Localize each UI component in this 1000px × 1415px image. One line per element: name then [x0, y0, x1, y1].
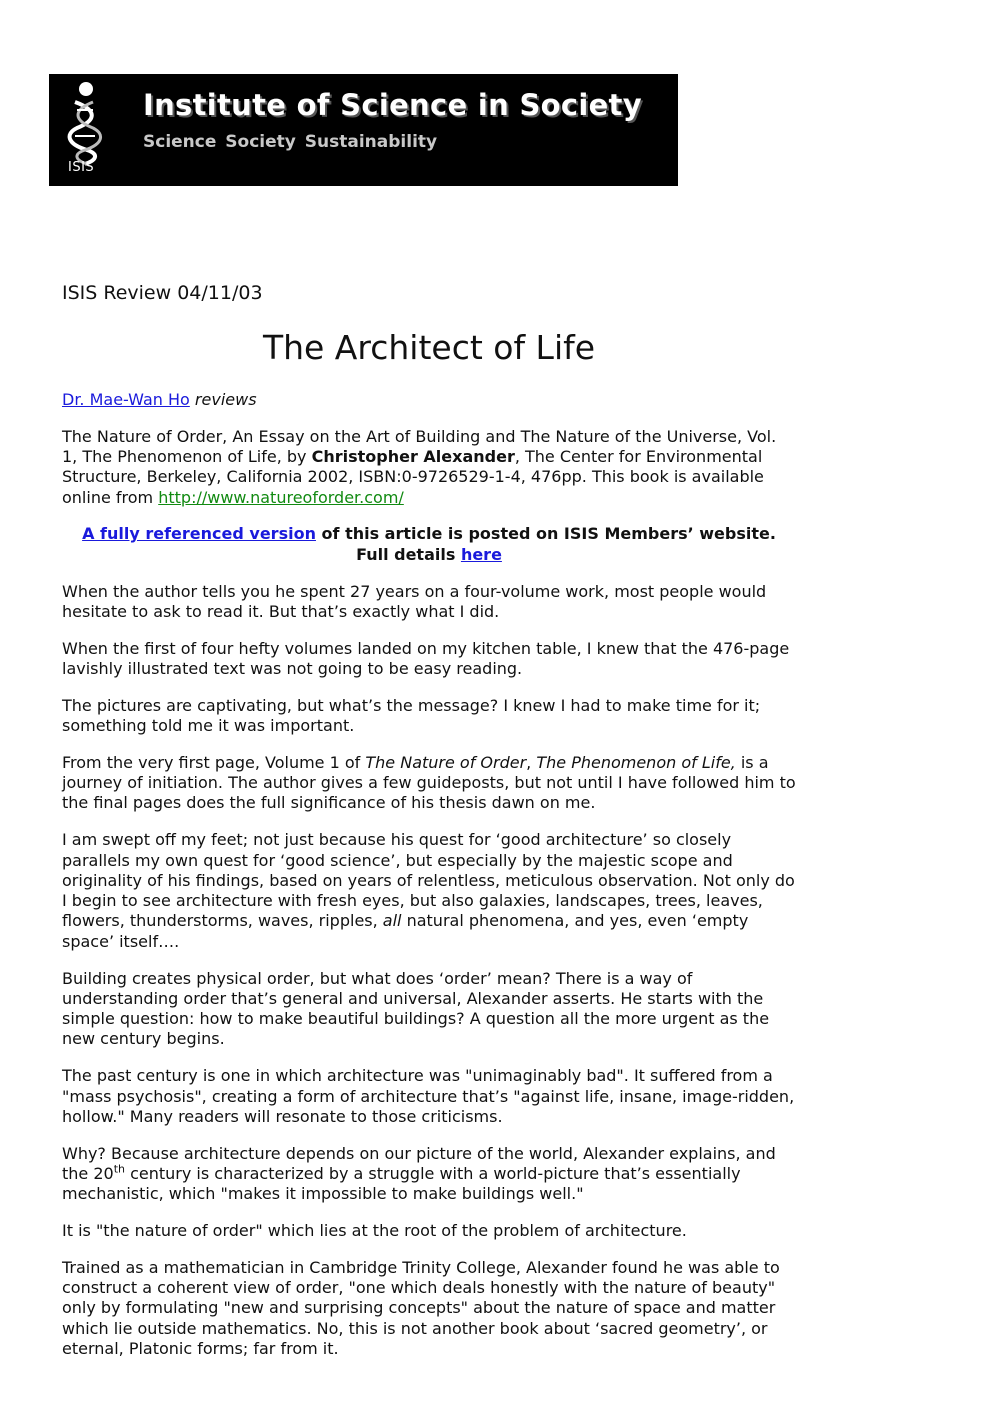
- p5-text-b: natural phenomena, and yes, even ‘empty space’ itself….: [62, 911, 749, 951]
- p5-emphasis: all: [382, 911, 402, 931]
- paragraph-7: The past century is one in which architecture was "unimaginably bad". It suffered from a "mass psychosis", creating a form of architecture that’s "against life, insane, image-ridden, hollow." Many readers will resonate to those criticisms.: [62, 1066, 795, 1126]
- p4-text-c: is a journey of initiation. The author gives a few guideposts, but not until I have followed him to the final pages does the full significance of his thesis dawn on me.: [62, 752, 796, 813]
- paragraph-4: [62, 753, 796, 814]
- article-body: [62, 390, 796, 1376]
- logo-text: ISIS: [68, 160, 95, 175]
- referenced-version-link[interactable]: A fully referenced version: [82, 524, 316, 544]
- paragraph-10: Trained as a mathematician in Cambridge Trinity College, Alexander found he was able to construct a coherent view of order, "one which deals honestly with the nature of beauty" only by formulating "new and surprising concepts" about the nature of space and matter which lie outside mathematics. No, this is not another book about ‘sacred geometry’, or eternal, Platonic forms; far from it.: [62, 1257, 780, 1358]
- p4-text-b: ,: [526, 752, 537, 772]
- paragraph-6: Building creates physical order, but what does ‘order’ mean? There is a way of understanding order that’s general and universal, Alexander asserts. He starts with the simple question: how to make beautiful buildings? A question all the more urgent as the new century begins.: [62, 968, 770, 1049]
- paragraph-3: The pictures are captivating, but what’s the message? I knew I had to make time for it; something told me it was important.: [62, 695, 761, 736]
- book-url-link[interactable]: http://www.natureoforder.com/: [158, 487, 404, 507]
- p8-superscript: th: [113, 1162, 125, 1176]
- paragraph-1: When the author tells you he spent 27 years on a four-volume work, most people would hesitate to ask to read it. But that’s exactly what I did.: [62, 581, 767, 621]
- p5-text-a: I am swept off my feet; not just because his quest for ‘good architecture’ so closely parallels my own quest for ‘good science’, but especially by the majestic scope and originality of his findings, based on years of relentless, meticulous observation. Not only do I begin to see architecture with fresh eyes, but also galaxies, landscapes, trees, leaves, flowers, thunderstorms, waves, ripples,: [62, 830, 795, 931]
- book-text-2: , The Center for Environmental Structure, Berkeley, California 2002, ISBN:0-9726529-1-4, 476pp. This book is available online from: [62, 447, 764, 507]
- paragraph-5: [62, 830, 796, 952]
- paragraph-2: When the first of four hefty volumes landed on my kitchen table, I knew that the 476-page lavishly illustrated text was not going to be easy reading.: [62, 638, 790, 678]
- paragraph-8: [62, 1144, 796, 1205]
- review-date: ISIS Review 04/11/03: [62, 282, 263, 304]
- byline: [62, 390, 796, 410]
- site-title: Institute of Science in Society: [143, 88, 642, 122]
- article-title: The Architect of Life: [262, 328, 596, 367]
- p8-text-b: century is characterized by a struggle with a world-picture that’s essentially mechanistic, which "makes it impossible to make buildings well.": [62, 1163, 741, 1204]
- members-notice: [62, 524, 796, 565]
- p4-text-a: From the very first page, Volume 1 of: [62, 752, 366, 772]
- p8-text-a: Why? Because architecture depends on our picture of the world, Alexander explains, and the 20: [62, 1143, 776, 1183]
- book-author: Christopher Alexander: [311, 447, 515, 467]
- notice-details: Full details: [356, 544, 461, 564]
- author-link[interactable]: Dr. Mae-Wan Ho: [62, 390, 190, 409]
- book-details: [62, 427, 796, 508]
- p4-book-title: The Nature of Order: [365, 752, 527, 772]
- byline-suffix: reviews: [194, 390, 257, 409]
- p4-volume-title: The Phenomenon of Life,: [536, 752, 736, 772]
- book-text-1: The Nature of Order, An Essay on the Art of Building and The Nature of the Universe, Vol. 1, The Phenomenon of Life, by: [62, 426, 777, 467]
- paragraph-9: It is "the nature of order" which lies at the root of the problem of architecture.: [62, 1221, 687, 1240]
- notice-text: of this article is posted on ISIS Members’ website.: [315, 524, 776, 544]
- here-link[interactable]: here: [460, 544, 502, 564]
- site-banner: [49, 74, 678, 186]
- site-subtitle: Science Society Sustainability: [143, 132, 438, 152]
